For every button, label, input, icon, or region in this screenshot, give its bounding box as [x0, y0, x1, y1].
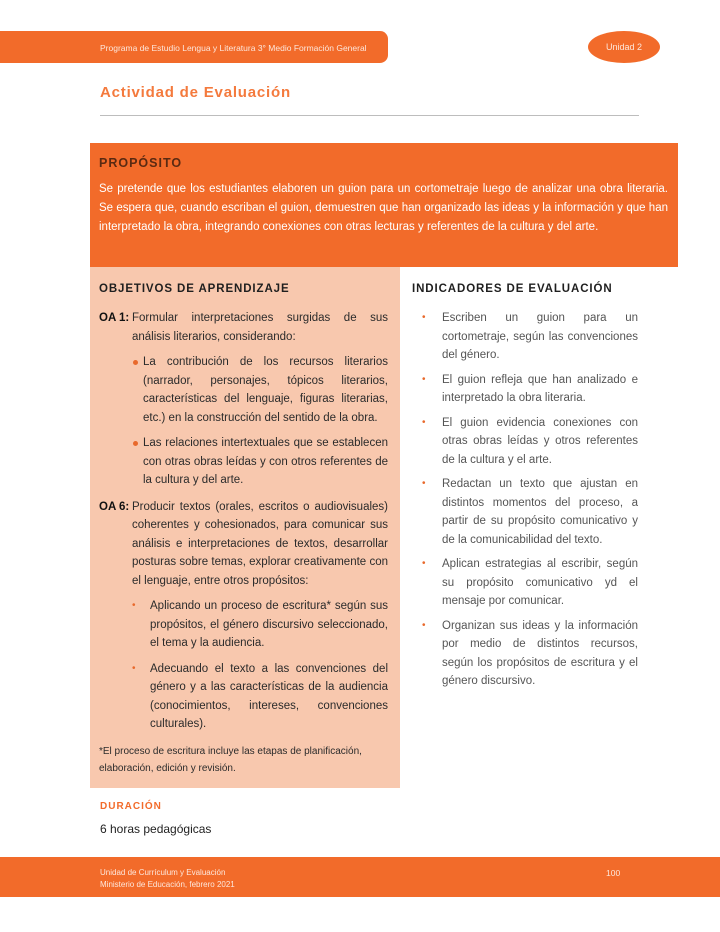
bullet-dot-icon: [133, 360, 138, 365]
activity-title: Actividad de Evaluación: [100, 84, 291, 101]
footnote: *El proceso de escritura incluye las etapas de planificación, elaboración, edición y revisión.: [99, 745, 362, 774]
objectives-panel: [90, 267, 400, 788]
purpose-box: [90, 143, 678, 267]
objectives-heading: OBJETIVOS DE APRENDIZAJE: [99, 283, 290, 295]
list-item: • Redactan un texto que ajustan en distintos momentos del proceso, a partir de su propósito comunicativo y de la comunicabilidad del texto.: [412, 475, 638, 549]
bullet-triangle-icon: •: [422, 619, 426, 631]
bullet-triangle-icon: •: [132, 600, 136, 611]
bullet-triangle-icon: •: [422, 416, 426, 428]
list-item: • Escriben un guion para un cortometraje, según las convenciones del género.: [412, 309, 638, 365]
oa1-block: [99, 309, 388, 490]
duration-value: 6 horas pedagógicas: [100, 822, 212, 836]
unit-badge: Unidad 2: [588, 31, 660, 63]
list-item: • Adecuando el texto a las convenciones del género y a las características de la audiencia (conocimientos, intereses, convenciones culturales).: [132, 660, 388, 734]
program-title: Programa de Estudio Lengua y Literatura 3° Medio Formación General: [100, 43, 367, 53]
list-item: • Aplican estrategias al escribir, según su propósito comunicativo yd el mensaje por comunicar.: [412, 555, 638, 611]
bullet-triangle-icon: •: [422, 312, 426, 323]
bullet-triangle-icon: •: [422, 478, 426, 489]
oa6-text: Producir textos (orales, escritos o audiovisuales) coherentes y cohesionados, para comunicar sus análisis e interpretaciones de textos, desarrollar posturas sobre temas, explorar creativamente con el lenguaje, entre otros propósitos:: [132, 500, 388, 587]
page-number: 100: [606, 868, 621, 878]
list-item: Las relaciones intertextuales que se establecen con otras obras leídas y con otros referentes de la cultura y del arte.: [132, 434, 388, 490]
indicators-list: [412, 309, 638, 691]
indicators-heading: INDICADORES DE EVALUACIÓN: [412, 283, 613, 295]
oa6-bullets: [132, 597, 388, 734]
oa6-block: [99, 498, 388, 734]
oa1-text: Formular interpretaciones surgidas de sus análisis literarios, considerando:: [132, 312, 388, 343]
list-item: • El guion evidencia conexiones con otras obras leídas y otros referentes de la cultura y el arte.: [412, 414, 638, 470]
footer-ministry: Ministerio de Educación, febrero 2021: [100, 880, 235, 889]
purpose-text: Se pretende que los estudiantes elaboren un guion para un cortometraje luego de analizar una obra literaria. Se espera que, cuando escriban el guion, demuestren que han organizado las ideas y la información y que han interpretado la obra, integrando conexiones con otras lecturas y referentes de la cultura y del arte.: [99, 183, 668, 233]
bullet-triangle-icon: •: [132, 662, 136, 674]
duration-label: DURACIÓN: [100, 801, 162, 812]
oa6-label: OA 6:: [99, 500, 130, 513]
footer-org: Unidad de Currículum y Evaluación: [100, 868, 226, 877]
title-divider: [100, 115, 639, 116]
indicators-section: [412, 267, 638, 697]
list-item: La contribución de los recursos literarios (narrador, personajes, tópicos literarios, características del lenguaje, figuras literarias, etc.) en la construcción del sentido de la obra.: [132, 353, 388, 427]
oa1-label: OA 1:: [99, 312, 130, 324]
bullet-triangle-icon: •: [422, 373, 426, 385]
list-item: • Organizan sus ideas y la información por medio de distintos recursos, según los propósitos de escritura y el género discursivo.: [412, 617, 638, 691]
oa1-bullets: [132, 353, 388, 490]
list-item: • Aplicando un proceso de escritura* según sus propósitos, el género discursivo seleccionado, el tema y la audiencia.: [132, 597, 388, 653]
bullet-dot-icon: [133, 441, 138, 446]
list-item: • El guion refleja que han analizado e interpretado la obra literaria.: [412, 371, 638, 408]
bullet-triangle-icon: •: [422, 558, 426, 569]
purpose-heading: PROPÓSITO: [99, 156, 183, 170]
